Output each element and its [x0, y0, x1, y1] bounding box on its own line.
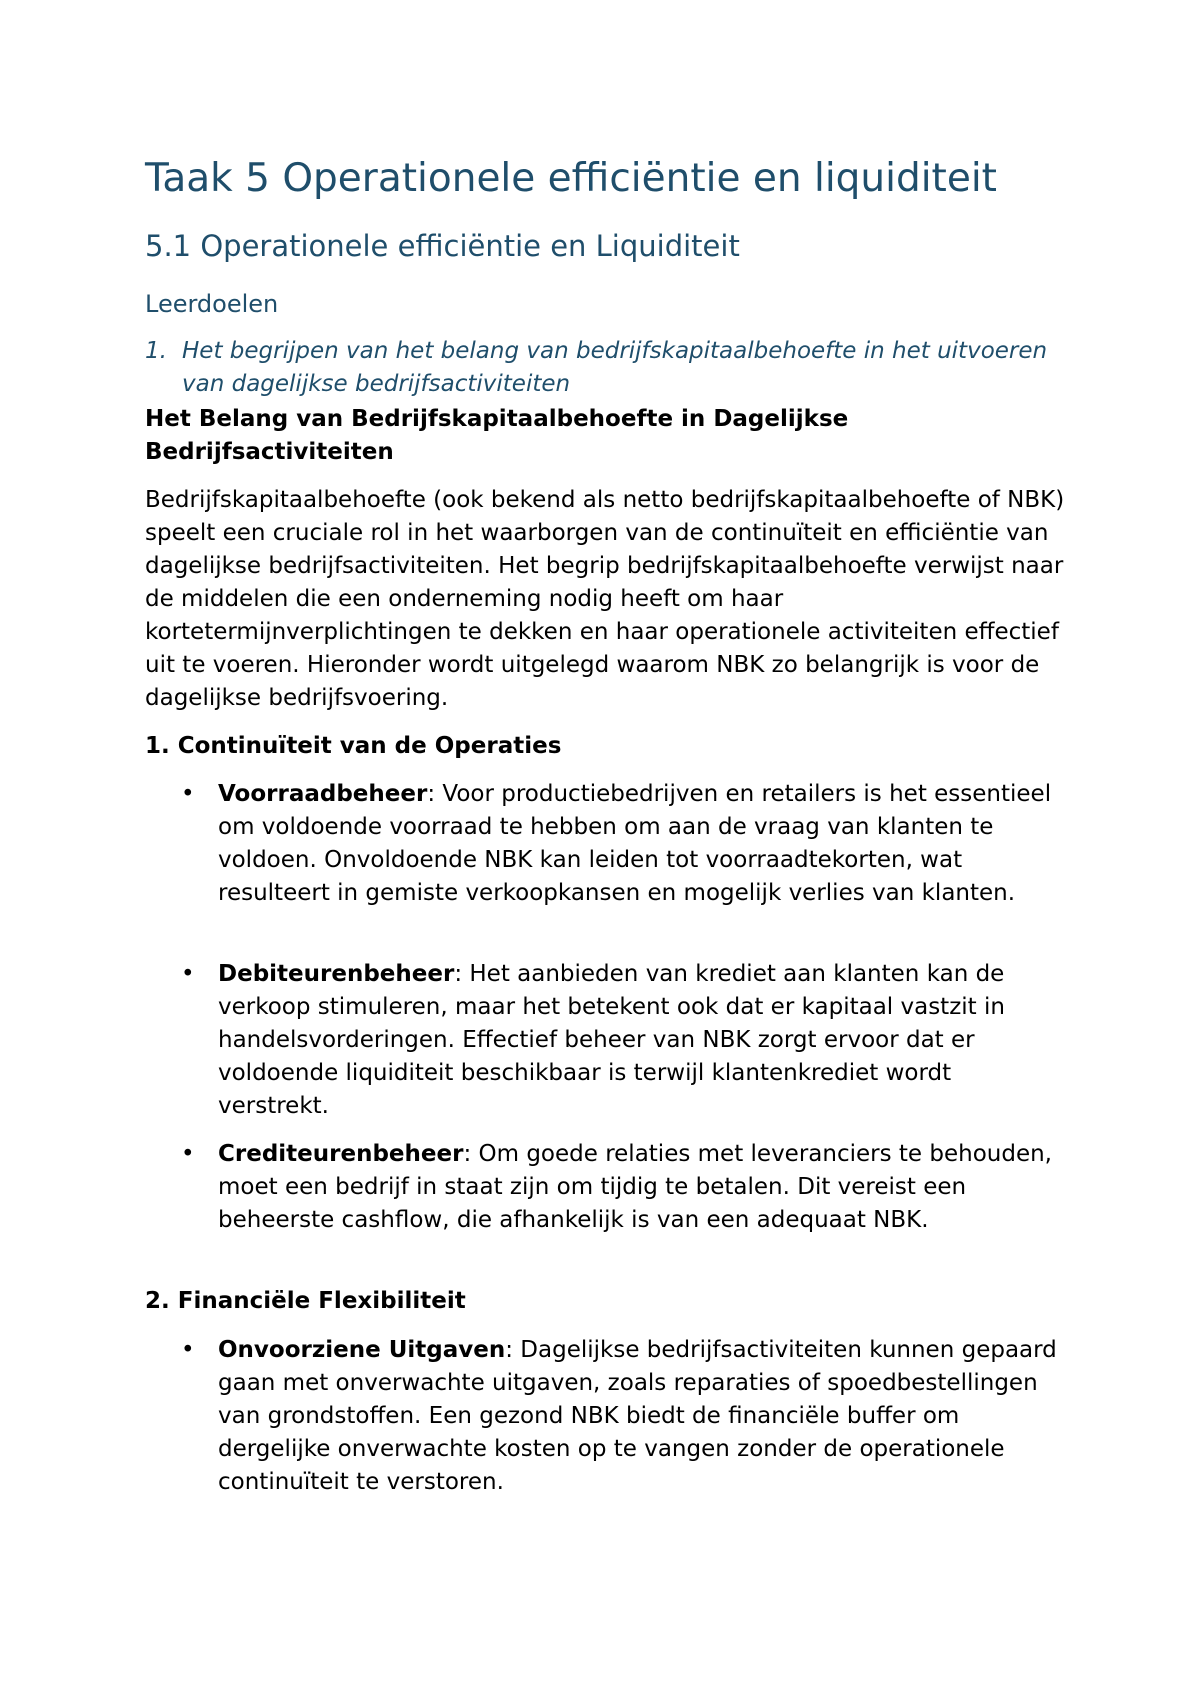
learning-goal-number: 1.	[145, 338, 167, 364]
bullet-crediteurenbeheer	[145, 1138, 1065, 1237]
bullet-content	[218, 958, 1065, 1123]
section-heading-continuity: 1. Continuïteit van de Operaties	[145, 733, 562, 759]
learning-goal-text: Het begrijpen van het belang van bedrijfskapitaalbehoefte in het uitvoeren van dagelijkse bedrijfsactiviteiten	[182, 338, 1048, 397]
bullet-dot: •	[181, 961, 195, 987]
bullet-debiteurenbeheer	[145, 958, 1065, 1123]
bullet-term: Onvoorziene Uitgaven	[218, 1337, 506, 1363]
bullet-term: Voorraadbeheer	[218, 781, 428, 807]
bullet-content	[218, 1334, 1065, 1499]
main-heading: Het Belang van Bedrijfskapitaalbehoefte in Dagelijkse Bedrijfsactiviteiten	[145, 406, 849, 465]
page-title: Taak 5 Operationele efficiëntie en liquiditeit	[145, 156, 997, 201]
learning-goal-item	[145, 335, 1065, 401]
bullet-text: : Voor productiebedrijven en retailers is het essentieel om voldoende voorraad te hebben om aan de vraag van klanten te voldoen. Onvoldoende NBK kan leiden tot voorraadtekorten, wat resulteert in gemiste verkoopkansen en mogelijk verlies van klanten.	[218, 781, 1052, 906]
section-heading-flexibility: 2. Financiële Flexibiliteit	[145, 1288, 466, 1314]
bullet-text: : Het aanbieden van krediet aan klanten kan de verkoop stimuleren, maar het betekent ook dat er kapitaal vastzit in handelsvorderingen. Effectief beheer van NBK zorgt ervoor dat er voldoende liquiditeit beschikbaar is terwijl klantenkrediet wordt verstrekt.	[218, 961, 1005, 1119]
bullet-onvoorziene-uitgaven	[145, 1334, 1065, 1499]
bullet-text: : Dagelijkse bedrijfsactiviteiten kunnen gepaard gaan met onverwachte uitgaven, zoals reparaties of spoedbestellingen van grondstoffen. Een gezond NBK biedt de financiële buffer om dergelijke onverwachte kosten op te vangen zonder de operationele continuïteit te verstoren.	[218, 1337, 1057, 1495]
section-subtitle: 5.1 Operationele efficiëntie en Liquiditeit	[145, 229, 740, 263]
bullet-voorraadbeheer	[145, 778, 1065, 910]
intro-paragraph: Bedrijfskapitaalbehoefte (ook bekend als netto bedrijfskapitaalbehoefte of NBK) speelt een cruciale rol in het waarborgen van de continuïteit en efficiëntie van dagelijkse bedrijfsactiviteiten. Het begrip bedrijfskapitaalbehoefte verwijst naar de middelen die een onderneming nodig heeft om haar kortetermijnverplichtingen te dekken en haar operationele activiteiten effectief uit te voeren. Hieronder wordt uitgelegd waarom NBK zo belangrijk is voor de dagelijkse bedrijfsvoering.	[145, 487, 1065, 711]
bullet-content	[218, 778, 1065, 910]
learning-goals-heading: Leerdoelen	[145, 290, 279, 318]
bullet-dot: •	[181, 1141, 195, 1167]
bullet-dot: •	[181, 781, 195, 807]
bullet-content	[218, 1138, 1065, 1237]
bullet-dot: •	[181, 1337, 195, 1363]
bullet-term: Debiteurenbeheer	[218, 961, 455, 987]
bullet-term: Crediteurenbeheer	[218, 1141, 464, 1167]
bullet-text: : Om goede relaties met leveranciers te behouden, moet een bedrijf in staat zijn om tijdig te betalen. Dit vereist een beheerste cashflow, die afhankelijk is van een adequaat NBK.	[218, 1141, 1052, 1233]
